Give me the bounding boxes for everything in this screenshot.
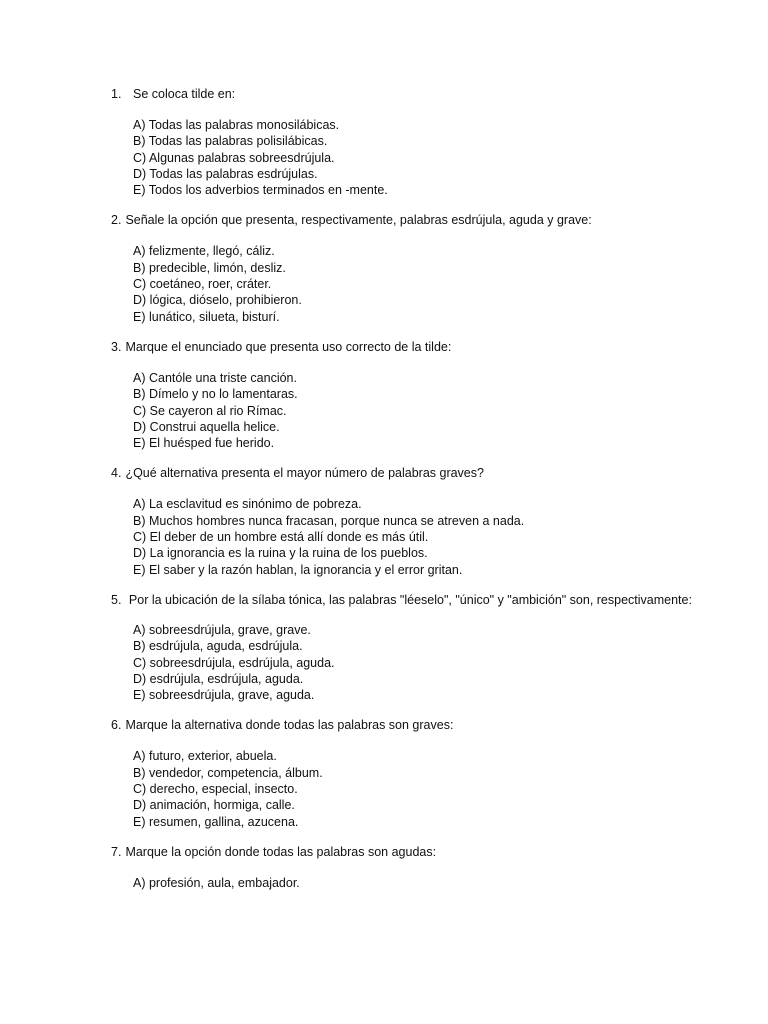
- question-5: [111, 590, 728, 703]
- option-e: E) lunático, silueta, bisturí.: [133, 309, 280, 324]
- option-a: A) futuro, exterior, abuela.: [133, 749, 277, 764]
- option-a: A) La esclavitud es sinónimo de pobreza.: [133, 497, 362, 512]
- question-4-prompt: [111, 465, 728, 482]
- question-number: 7.: [111, 844, 122, 859]
- question-number: 2.: [111, 213, 122, 228]
- question-5-prompt: [111, 590, 728, 610]
- option-b: B) Todas las palabras polisilábicas.: [133, 134, 328, 149]
- option-c: C) El deber de un hombre está allí donde es más útil.: [133, 530, 429, 545]
- option-c: C) sobreesdrújula, esdrújula, aguda.: [133, 655, 335, 670]
- question-1-prompt: [111, 86, 728, 103]
- option-b: B) Dímelo y no lo lamentaras.: [133, 387, 298, 402]
- question-6-options: [111, 748, 728, 829]
- option-c: C) Algunas palabras sobreesdrújula.: [133, 150, 335, 165]
- option-a: A) sobreesdrújula, grave, grave.: [133, 622, 311, 637]
- question-7: [111, 844, 728, 891]
- question-3-options: [111, 370, 728, 451]
- question-text: Marque el enunciado que presenta uso correcto de la tilde:: [125, 339, 452, 354]
- option-e: E) El huésped fue herido.: [133, 436, 275, 451]
- option-e: E) sobreesdrújula, grave, aguda.: [133, 688, 315, 703]
- question-text: Marque la alternativa donde todas las palabras son graves:: [125, 718, 454, 733]
- option-e: E) resumen, gallina, azucena.: [133, 814, 299, 829]
- option-c: C) Se cayeron al rio Rímac.: [133, 403, 287, 418]
- option-a: A) profesión, aula, embajador.: [133, 875, 300, 890]
- question-6: [111, 717, 728, 829]
- question-1: [111, 86, 728, 198]
- option-d: D) animación, hormiga, calle.: [133, 798, 295, 813]
- option-d: D) lógica, dióselo, prohibieron.: [133, 293, 302, 308]
- question-7-prompt: [111, 844, 728, 861]
- option-b: B) predecible, limón, desliz.: [133, 260, 286, 275]
- question-2-options: [111, 243, 728, 324]
- question-6-prompt: [111, 717, 728, 734]
- question-text: Se coloca tilde en:: [133, 87, 236, 101]
- question-2-prompt: [111, 212, 728, 229]
- question-number: 1.: [111, 87, 122, 101]
- option-c: C) derecho, especial, insecto.: [133, 782, 298, 797]
- option-b: B) esdrújula, aguda, esdrújula.: [133, 639, 303, 654]
- question-3: [111, 339, 728, 451]
- question-number: 5.: [111, 592, 122, 607]
- question-text: Marque la opción donde todas las palabras son agudas:: [125, 844, 437, 859]
- option-b: B) vendedor, competencia, álbum.: [133, 765, 323, 780]
- option-a: A) felizmente, llegó, cáliz.: [133, 244, 275, 259]
- question-4-options: [111, 496, 728, 577]
- option-c: C) coetáneo, roer, cráter.: [133, 277, 272, 292]
- question-number: 3.: [111, 339, 122, 354]
- question-4: [111, 465, 728, 577]
- question-3-prompt: [111, 339, 728, 356]
- question-text: ¿Qué alternativa presenta el mayor número de palabras graves?: [125, 466, 484, 481]
- option-a: A) Cantóle una triste canción.: [133, 370, 297, 385]
- option-b: B) Muchos hombres nunca fracasan, porque nunca se atreven a nada.: [133, 513, 525, 528]
- question-text: Por la ubicación de la sílaba tónica, las palabras "léeselo", "único" y "ambición" son, respectivamente:: [128, 592, 692, 607]
- question-number: 6.: [111, 718, 122, 733]
- option-e: E) El saber y la razón hablan, la ignorancia y el error gritan.: [133, 562, 463, 577]
- question-number: 4.: [111, 466, 122, 481]
- question-7-options: [111, 875, 728, 891]
- question-5-options: [111, 622, 728, 703]
- question-text: Señale la opción que presenta, respectivamente, palabras esdrújula, aguda y grave:: [125, 213, 592, 228]
- option-d: D) esdrújula, esdrújula, aguda.: [133, 671, 304, 686]
- question-2: [111, 212, 728, 324]
- option-d: D) La ignorancia es la ruina y la ruina de los pueblos.: [133, 546, 428, 561]
- option-d: D) Construi aquella helice.: [133, 419, 280, 434]
- question-1-options: [111, 117, 728, 198]
- option-a: A) Todas las palabras monosilábicas.: [133, 118, 340, 132]
- option-e: E) Todos los adverbios terminados en -mente.: [133, 183, 388, 198]
- option-d: D) Todas las palabras esdrújulas.: [133, 166, 318, 181]
